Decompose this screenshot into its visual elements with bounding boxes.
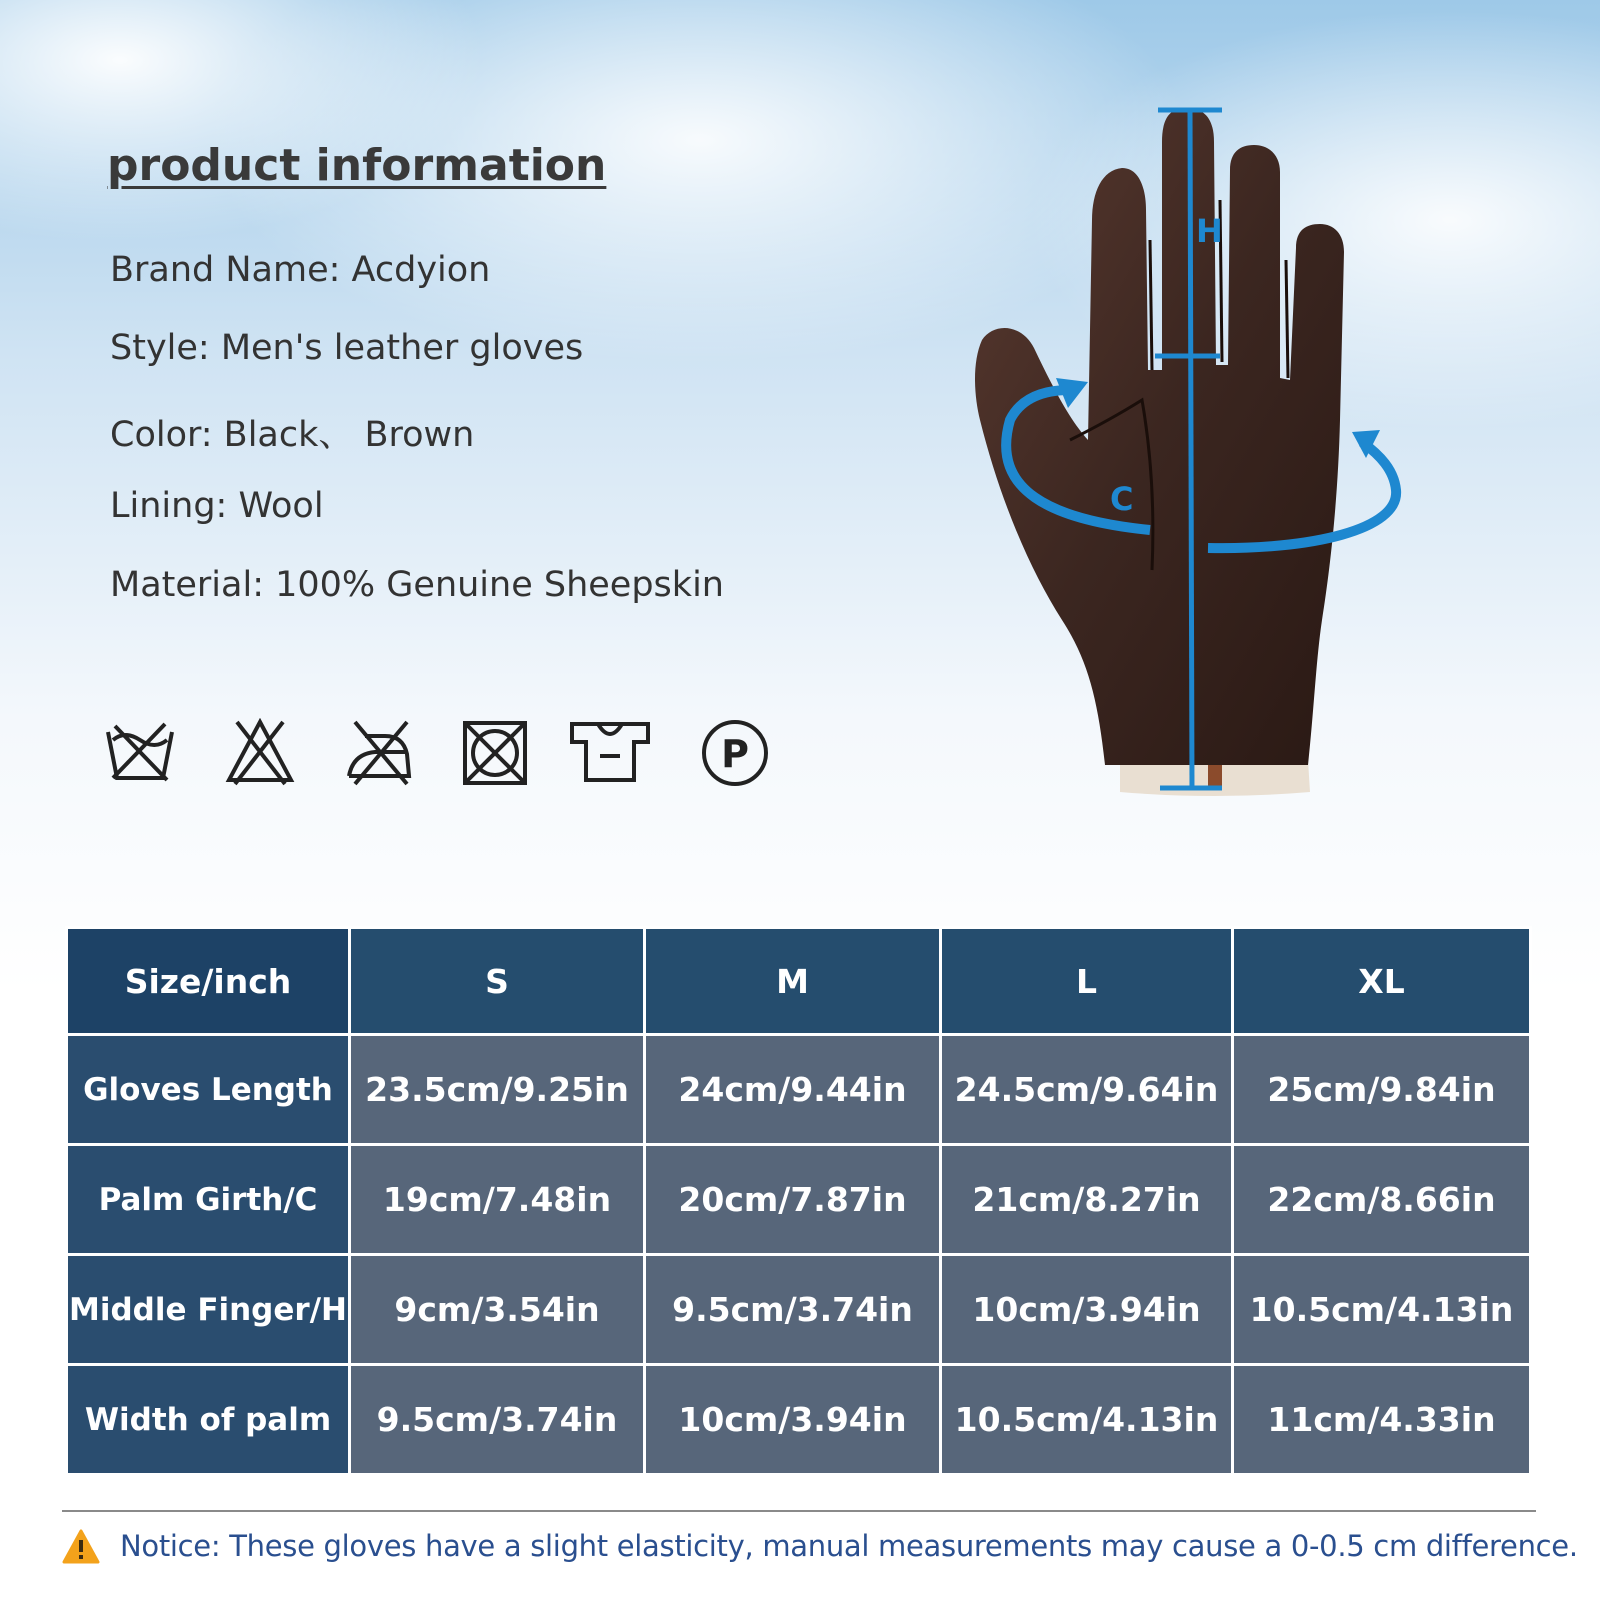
table-row bbox=[67, 1365, 1531, 1475]
girth-label: C bbox=[1110, 480, 1134, 518]
material-line: Material: 100% Genuine Sheepskin bbox=[110, 565, 724, 605]
glove-measurement-diagram bbox=[970, 100, 1440, 820]
table-cell: 10.5cm/4.13in bbox=[941, 1365, 1233, 1475]
size-header: S bbox=[350, 928, 645, 1035]
table-cell: 19cm/7.48in bbox=[350, 1145, 645, 1255]
table-cell: 24cm/9.44in bbox=[645, 1035, 941, 1145]
lining-line: Lining: Wool bbox=[110, 486, 324, 526]
do-not-bleach-icon bbox=[225, 718, 295, 788]
table-corner-cell: Size/inch bbox=[67, 928, 350, 1035]
row-label: Width of palm bbox=[67, 1365, 350, 1475]
table-cell: 9cm/3.54in bbox=[350, 1255, 645, 1365]
brand-name-line: Brand Name: Acdyion bbox=[110, 250, 491, 290]
glove-icon bbox=[975, 108, 1344, 765]
warning-icon bbox=[62, 1529, 100, 1565]
size-table bbox=[65, 926, 1532, 1476]
care-symbols bbox=[105, 718, 805, 798]
table-row bbox=[67, 1145, 1531, 1255]
table-cell: 24.5cm/9.64in bbox=[941, 1035, 1233, 1145]
product-info-title: product information bbox=[107, 140, 607, 191]
table-cell: 9.5cm/3.74in bbox=[645, 1255, 941, 1365]
table-cell: 23.5cm/9.25in bbox=[350, 1035, 645, 1145]
table-cell: 25cm/9.84in bbox=[1233, 1035, 1531, 1145]
notice-divider bbox=[62, 1510, 1536, 1512]
table-cell: 20cm/7.87in bbox=[645, 1145, 941, 1255]
row-label: Palm Girth/C bbox=[67, 1145, 350, 1255]
style-line: Style: Men's leather gloves bbox=[110, 328, 584, 368]
do-not-tumble-dry-icon bbox=[460, 718, 530, 788]
table-cell: 9.5cm/3.74in bbox=[350, 1365, 645, 1475]
table-cell: 11cm/4.33in bbox=[1233, 1365, 1531, 1475]
line-dry-icon bbox=[570, 718, 650, 788]
table-cell: 21cm/8.27in bbox=[941, 1145, 1233, 1255]
table-row bbox=[67, 1255, 1531, 1365]
table-cell: 10.5cm/4.13in bbox=[1233, 1255, 1531, 1365]
table-header-row bbox=[67, 928, 1531, 1035]
do-not-wash-icon bbox=[105, 718, 175, 788]
do-not-iron-icon bbox=[345, 718, 415, 788]
professional-dry-clean-p-icon bbox=[700, 718, 770, 788]
size-header: L bbox=[941, 928, 1233, 1035]
row-label: Gloves Length bbox=[67, 1035, 350, 1145]
table-row bbox=[67, 1035, 1531, 1145]
color-line: Color: Black、 Brown bbox=[110, 415, 475, 455]
table-cell: 22cm/8.66in bbox=[1233, 1145, 1531, 1255]
notice-bar bbox=[62, 1527, 1578, 1577]
height-label: H bbox=[1196, 212, 1223, 250]
table-cell: 10cm/3.94in bbox=[941, 1255, 1233, 1365]
row-label: Middle Finger/H bbox=[67, 1255, 350, 1365]
svg-text:P: P bbox=[721, 732, 749, 776]
size-header: M bbox=[645, 928, 941, 1035]
notice-text: Notice: These gloves have a slight elasticity, manual measurements may cause a 0-0.5 cm difference. bbox=[120, 1529, 1578, 1563]
size-header: XL bbox=[1233, 928, 1531, 1035]
table-cell: 10cm/3.94in bbox=[645, 1365, 941, 1475]
